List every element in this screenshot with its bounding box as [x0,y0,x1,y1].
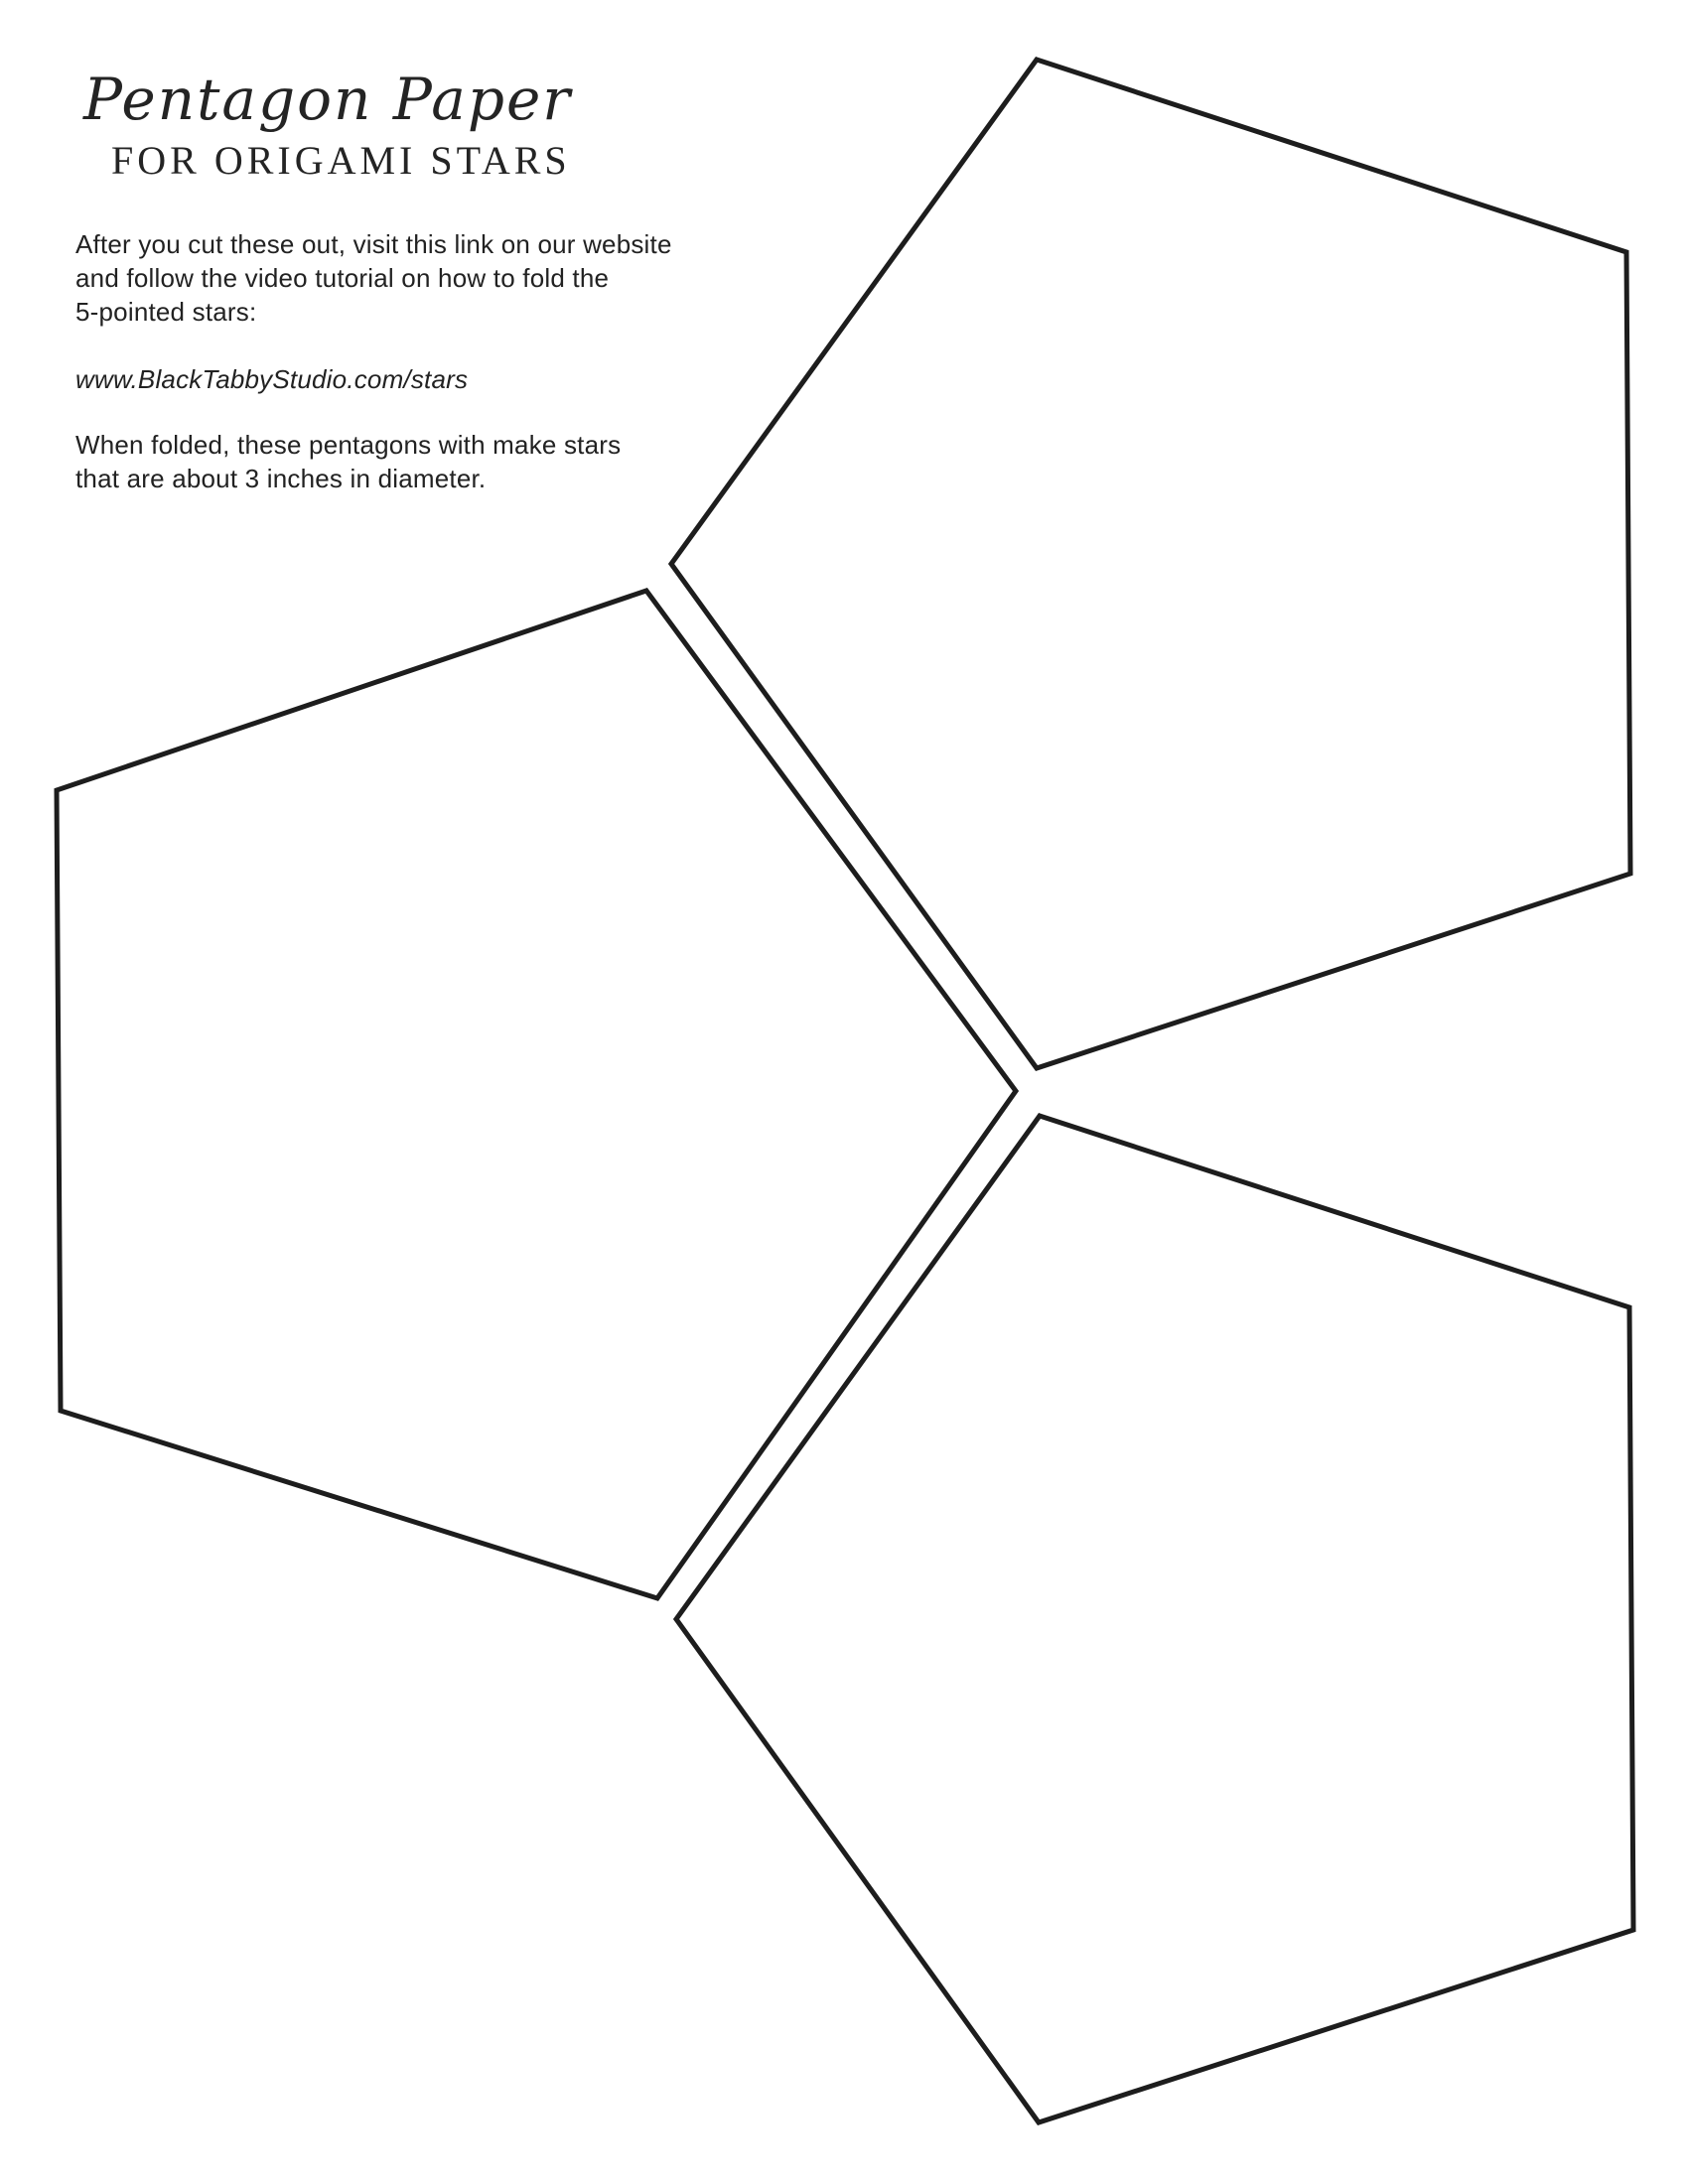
page-title: Pentagon Paper [83,66,572,133]
intro-line-2: and follow the video tutorial on how to fold the [75,263,610,293]
pentagon-outline-left [57,591,1016,1598]
page-subtitle: FOR ORIGAMI STARS [111,138,571,183]
intro-line-3: 5-pointed stars: [75,297,257,327]
intro-line-1: After you cut these out, visit this link on our website [75,229,672,259]
pentagon-outline-top-right [671,60,1630,1068]
note-line-1: When folded, these pentagons with make stars [75,430,622,460]
pentagon-outline-bottom-right [676,1116,1633,2122]
website-link[interactable]: www.BlackTabbyStudio.com/stars [75,364,469,394]
note-line-2: that are about 3 inches in diameter. [75,464,487,493]
note-paragraph [75,428,621,495]
intro-paragraph [75,227,672,329]
